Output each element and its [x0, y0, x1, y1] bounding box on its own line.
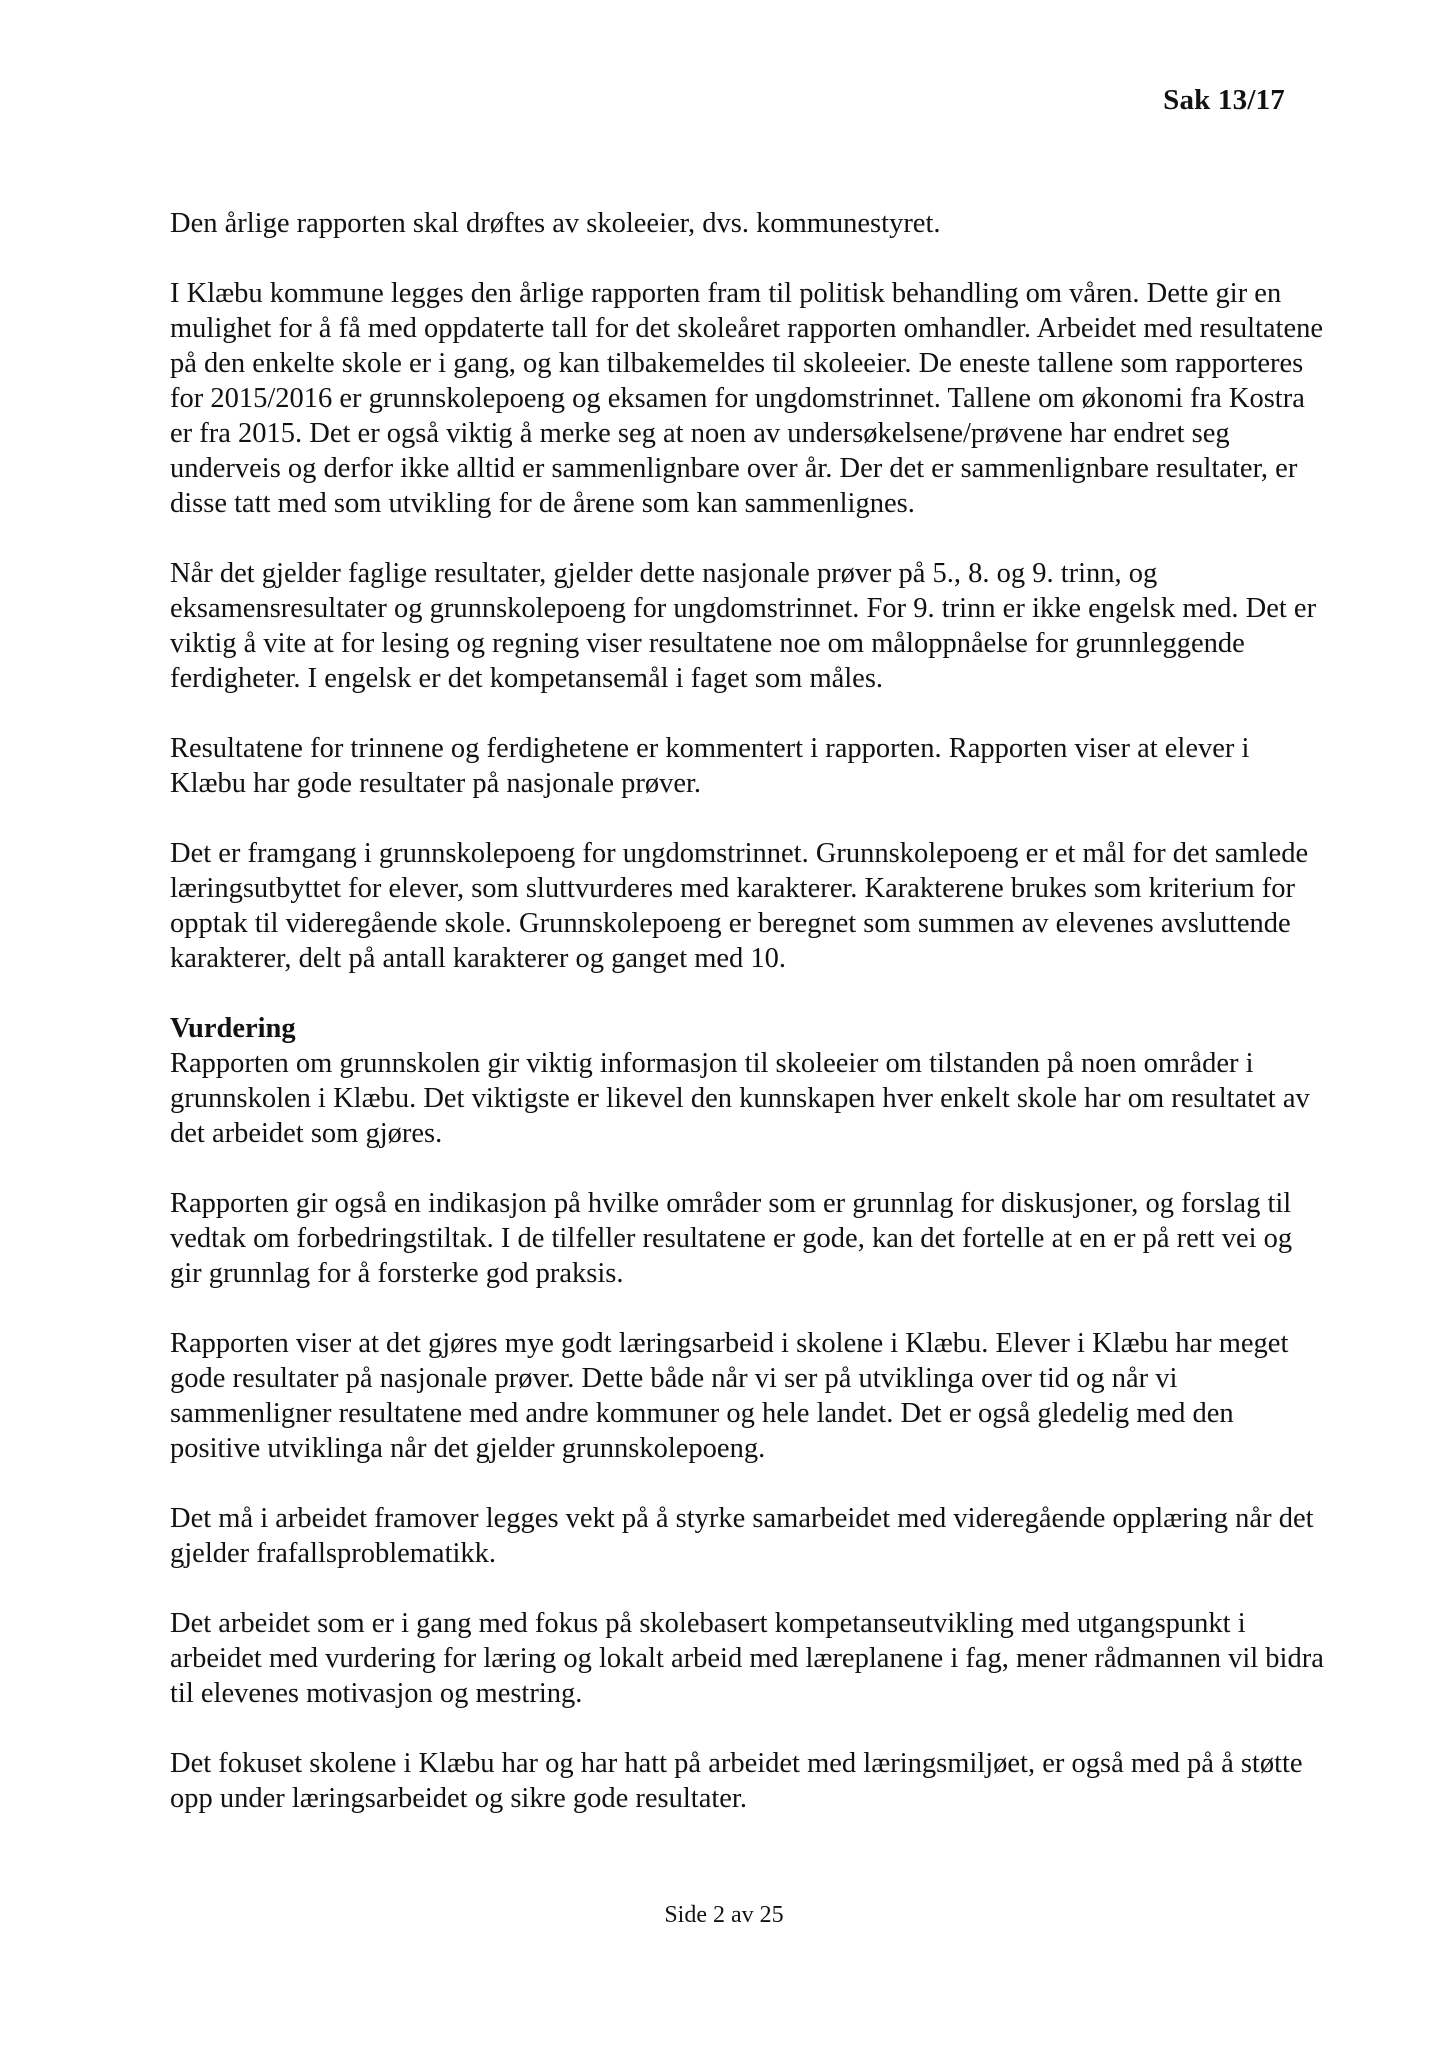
body-paragraph: Det er framgang i grunnskolepoeng for ungdomstrinnet. Grunnskolepoeng er et mål for det samlede læringsutbyttet for elever, som sluttvurderes med karakterer. Karakterene brukes som kriterium for opptak til videregående skole. Grunnskolepoeng er beregnet som summen av elevenes avsluttende karakterer, delt på antall karakterer og ganget med 10. [170, 838, 1309, 974]
body-paragraph: Det må i arbeidet framover legges vekt på å styrke samarbeidet med videregående opplæring når det gjelder frafallsproblematikk. [170, 1503, 1314, 1569]
body-paragraph: Resultatene for trinnene og ferdighetene er kommentert i rapporten. Rapporten viser at elever i Klæbu har gode resultater på nasjonale prøver. [170, 733, 1250, 799]
document-body [170, 206, 1325, 1851]
body-paragraph: Den årlige rapporten skal drøftes av skoleeier, dvs. kommunestyret. [170, 208, 941, 239]
section-heading-vurdering: Vurdering [170, 1013, 296, 1044]
body-paragraph: Rapporten om grunnskolen gir viktig informasjon til skoleeier om tilstanden på noen områder i grunnskolen i Klæbu. Det viktigste er likevel den kunnskapen hver enkelt skole har om resultatet av det arbeidet som gjøres. [170, 1048, 1310, 1149]
body-paragraph: Det fokuset skolene i Klæbu har og har hatt på arbeidet med læringsmiljøet, er også med på å støtte opp under læringsarbeidet og sikre gode resultater. [170, 1748, 1303, 1814]
body-paragraph: Når det gjelder faglige resultater, gjelder dette nasjonale prøver på 5., 8. og 9. trinn, og eksamensresultater og grunnskolepoeng for ungdomstrinnet. For 9. trinn er ikke engelsk med. Det er viktig å vite at for lesing og regning viser resultatene noe om måloppnåelse for grunnleggende ferdigheter. I engelsk er det kompetansemål i faget som måles. [170, 558, 1317, 694]
case-number-label: Sak 13/17 [1163, 84, 1285, 116]
body-paragraph: Rapporten viser at det gjøres mye godt læringsarbeid i skolene i Klæbu. Elever i Klæbu har meget gode resultater på nasjonale prøver. Dette både når vi ser på utviklinga over tid og når vi sammenligner resultatene med andre kommuner og hele landet. Det er også gledelig med den positive utviklinga når det gjelder grunnskolepoeng. [170, 1328, 1289, 1464]
body-paragraph: I Klæbu kommune legges den årlige rapporten fram til politisk behandling om våren. Dette gir en mulighet for å få med oppdaterte tall for det skoleåret rapporten omhandler. Arbeidet med resultatene på den enkelte skole er i gang, og kan tilbakemeldes til skoleeier. De eneste tallene som rapporteres for 2015/2016 er grunnskolepoeng og eksamen for ungdomstrinnet. Tallene om økonomi fra Kostra er fra 2015. Det er også viktig å merke seg at noen av undersøkelsene/prøvene har endret seg underveis og derfor ikke alltid er sammenlignbare over år. Der det er sammenlignbare resultater, er disse tatt med som utvikling for de årene som kan sammenlignes. [170, 278, 1324, 519]
body-paragraph: Det arbeidet som er i gang med fokus på skolebasert kompetanseutvikling med utgangspunkt i arbeidet med vurdering for læring og lokalt arbeid med læreplanene i fag, mener rådmannen vil bidra til elevenes motivasjon og mestring. [170, 1608, 1324, 1709]
page-number-footer: Side 2 av 25 [664, 1902, 784, 1928]
body-paragraph: Rapporten gir også en indikasjon på hvilke områder som er grunnlag for diskusjoner, og forslag til vedtak om forbedringstiltak. I de tilfeller resultatene er gode, kan det fortelle at en er på rett vei og gir grunnlag for å forsterke god praksis. [170, 1188, 1293, 1289]
